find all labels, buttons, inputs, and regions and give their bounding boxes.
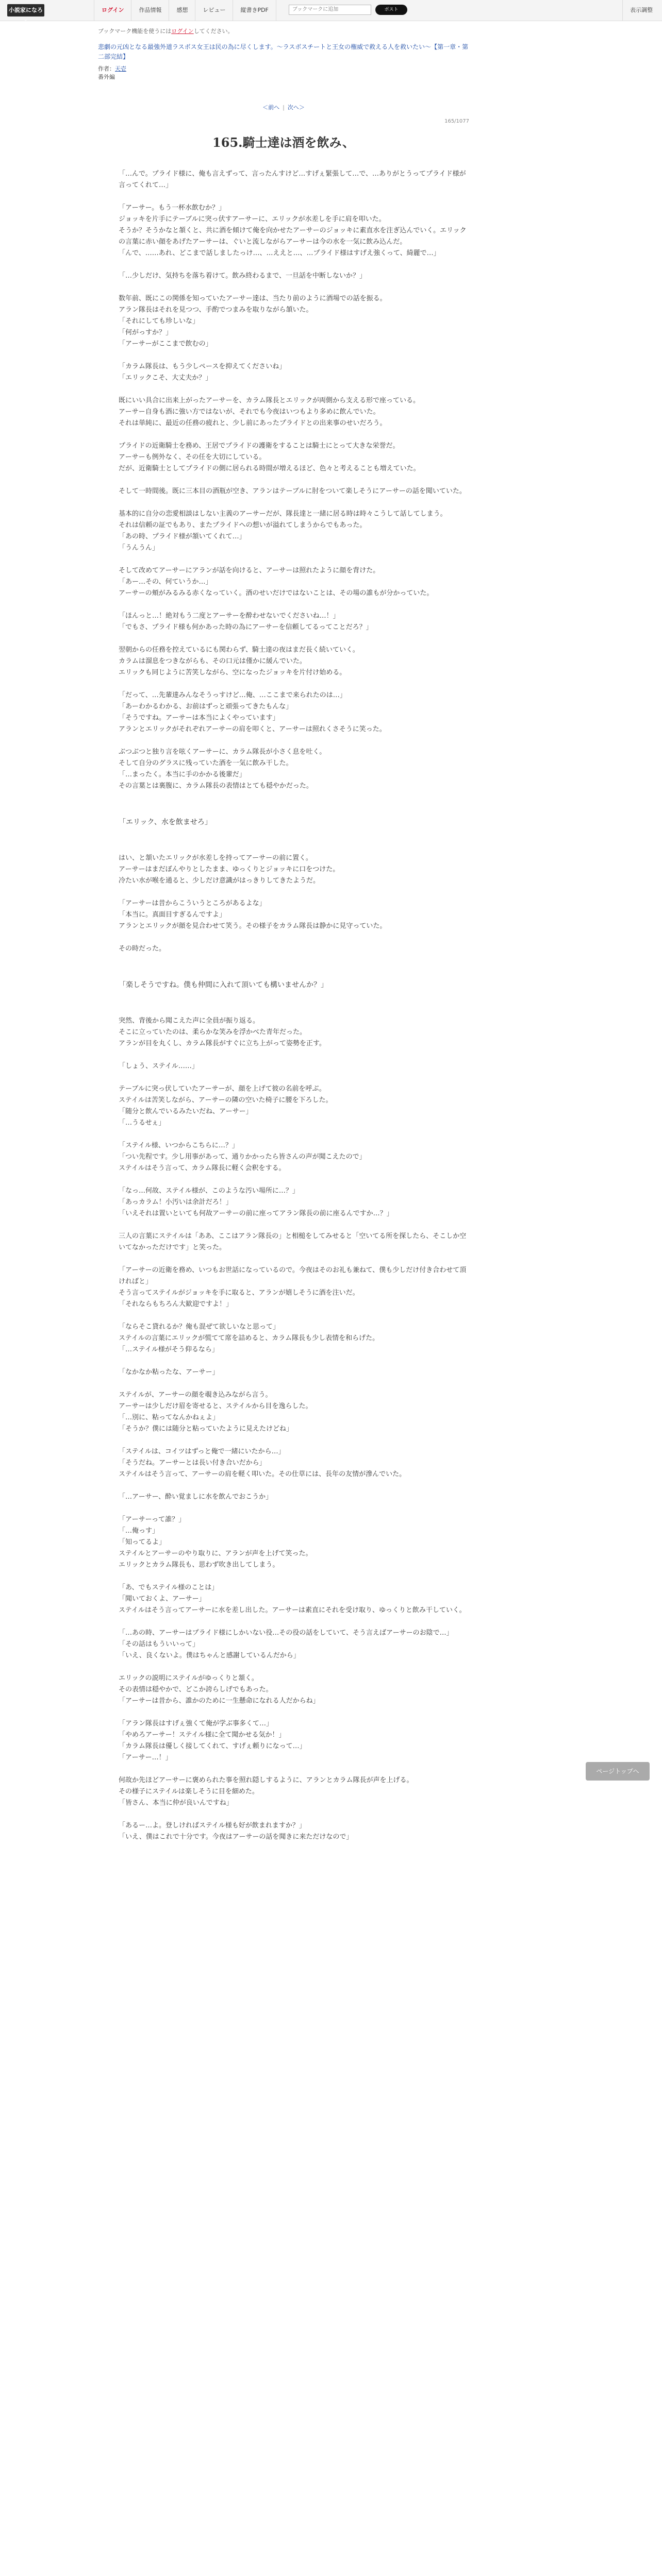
body-paragraph: 「あるー…よ。登しけれぱステイル様も好が飲まれますか？」 「いえ、僕はこれで十分です。今夜はアーサーの話を聞きに来ただけなので」 [119, 1822, 353, 1841]
body-paragraph: エリックの説明にステイルがゆっくりと頷く。 その表情は穏やかで、どこか誇らしげでもあった。 「アーサーは昔から、誰かのために一生懸命になれる人だからね」 [119, 1674, 320, 1705]
body-paragraph: 「なっ…何故、ステイル様が、このような汚い場所に…？」 「あっカラム！小汚いは余計だろ！」 「いえそれは置いといても何故アーサーの前に座ってアラン隊長の前に座るんですか…？」 [119, 1187, 393, 1217]
body-paragraph: ステイルが、アーサーの顔を覗き込みながら言う。 アーサーは少しだけ眉を寄せると、ステイルから目を逸らした。 「…別に、粘ってなんかねぇよ」 「そうか？僕には随分と粘っていたように見えたけどね」 [119, 1391, 312, 1433]
body-paragraph: 「だって、…先輩達みんなそうっすけど…俺、…ここまで来られたのは…」 「あーわかるわかる、お前はずっと頑張ってきたもんな」 「そうですね。アーサーは本当によくやっています」 アランとエリックがそれぞれアーサーの肩を叩くと、アーサーは照れくさそうに笑った。 [119, 691, 386, 733]
site-logo[interactable]: 小説家になろう [7, 4, 44, 16]
novel-content [98, 27, 469, 1854]
nav-work-info[interactable]: 作品情報 [131, 0, 169, 21]
page-top-button[interactable]: ページトップへ [586, 1762, 650, 1781]
display-settings-link[interactable]: 表示調整 [622, 0, 653, 21]
body-paragraph: そして一時間後。既に三本目の酒瓶が空き、アランはテーブルに肘をついて楽しそうにアーサーの話を聞いていた。 [119, 487, 466, 495]
x-post-button[interactable]: ポスト [375, 5, 407, 15]
prev-episode-link[interactable]: ＜前へ [262, 104, 280, 111]
body-paragraph: 「…アーサー、酔い覚ましに水を飲んでおこうか」 [119, 1493, 273, 1501]
body-paragraph: 「アーサー。もう一杯水飲むか？」 ジョッキを片手にテーブルに突っ伏すアーサーに、エリックが水差しを手に肩を叩いた。 そうか？そうかなと頷くと、共に酒を傾けて俺を向かせたアーサーのジョッキに素直水を注ぎ込んでいく。エリックの言葉に赤い顔をあげたアーサーは、ぐいと流しながらアーサーは今の水を一気に飲み込んだ。 「んで、……あれ、どこまで話しましたっけ…、…ええと…、…プライド様はすげえ強くって、綺麗で…」 [119, 204, 467, 257]
notice-prefix: ブックマーク機能を使うには [98, 28, 172, 35]
body-paragraph: 突然、背後から聞こえた声に全員が振り返る。 そこに立っていたのは、柔らかな笑みを浮かべた青年だった。 アランが目を丸くし、カラム隊長がすぐに立ち上がって姿勢を正す。 [119, 1017, 326, 1047]
body-paragraph: ぶつぶつと独り言を呟くアーサーに、カラム隊長が小さく息を吐く。 そして自分のグラスに残っていた酒を一気に飲み干した。 「…まったく。本当に手のかかる後輩だ」 その言葉とは裏腹に、カラム隊長の表情はとても穏やかだった。 [119, 748, 326, 790]
body-paragraph: 「ステイル様、いつからこちらに…？」 「つい先程です。少し用事があって、通りかかったら皆さんの声が聞こえたので」 ステイルはそう言って、カラム隊長に軽く会釈をする。 [119, 1142, 366, 1172]
body-paragraph: 数年前、既にこの関係を知っていたアーサー達は、当たり前のように酒場での話を振る。 アラン隊長はそれを見つつ、手酌でつまみを取りながら頷いた。 「それにしても珍しいな」 「何がっすか？」 「アーサーがここまで飲むの」 [119, 295, 387, 348]
body-paragraph: 「アーサーは昔からこういうところがあるよな」 「本当に。真面目すぎるんですよ」 アランとエリックが顔を見合わせて笑う。その様子をカラム隊長は静かに見守っていた。 [119, 900, 387, 930]
nav-review[interactable]: レビュー [195, 0, 233, 21]
body-paragraph: 「アーサーの近衛を務め、いつもお世話になっているので。今夜はそのお礼も兼ねて、僕も少しだけ付き合わせて頂ければと」 そう言ってステイルがジョッキを手に取ると、アランが嬉しそうに酒を注いだ。 「それならもちろん大歓迎ですよ！」 [119, 1266, 467, 1308]
scene-break-line: 「エリック、水を飲ませろ」 [119, 818, 212, 826]
body-paragraph: 三人の言葉にステイルは「ああ、ここはアラン隊長の」と相槌をしてみせると「空いてる所を探したら、そこしか空いてなかっただけです」と笑った。 [119, 1232, 467, 1251]
body-paragraph: 「アラン隊長はすげぇ強くて俺が学ぶ事多くて…」 「やめろアーサー！ステイル様に全て聞かせる気か！」 「カラム隊長は優しく接してくれて、すげぇ頼りになって…」 「アーサー…！」 [119, 1720, 306, 1761]
body-paragraph: プライドの近衛騎士を務め、王居でプライドの護衛をすることは騎士にとって大きな栄誉だ。 アーサーも例外なく、その任を大切にしている。 だが、近衛騎士としてプライドの側に居られる時間が増えるほど、色々と考えることも増えていた。 [119, 442, 420, 472]
series-title-link[interactable]: 悲劇の元凶となる最強外道ラスボス女王は民の為に尽くします。〜ラスボスチートと王女の権威で救える人を救いたい〜【第一章・第二部完結】 [98, 43, 469, 60]
body-paragraph: 何故か先ほどアーサーに褒められた事を照れ隠しするように、アランとカラム隊長が声を上げる。 その様子にステイルは楽しそうに目を細めた。 「皆さん、本当に仲が良いんですね」 [119, 1776, 413, 1807]
body-paragraph: 「ほんっと…！絶対もう二度とアーサーを酔わせないでくださいね…！」 「でもさ、プライド様も何かあった時の為にアーサーを信頼してるってことだろ？」 [119, 612, 373, 631]
bookmark-add-button[interactable]: ブックマークに追加 [289, 5, 371, 15]
nav-impressions[interactable]: 感想 [169, 0, 195, 21]
body-paragraph: 翌朝からの任務を控えているにも関わらず、騎士達の夜はまだ長く続いていく。 カラムは溜息をつきながらも、その口元は僅かに緩んでいた。 エリックも同じように苦笑しながら、空になったジョッキを片付け始める。 [119, 646, 359, 676]
episode-number: 165/1077 [444, 118, 469, 124]
author-label: 作者： [98, 65, 115, 72]
body-paragraph: 「…んで。プライド様に、俺も言えずって、言ったんすけど…すげぇ緊張して…で、…ありがとうってプライド様が言ってくれて…」 [119, 170, 466, 189]
body-paragraph: 「カラム隊長は、もう少しペースを抑えてくださいね」 「エリックこそ、大丈夫か？」 [119, 363, 286, 382]
notice-login-link[interactable]: ログイン [171, 28, 194, 35]
notice-suffix: してください。 [193, 28, 234, 35]
header-nav [94, 0, 276, 21]
author-line [98, 65, 469, 81]
author-extra: 番外編 [98, 74, 115, 80]
body-paragraph: 「なかなか粘ったな、アーサー」 [119, 1368, 219, 1376]
body-paragraph: 「あ、でもステイル様のことは」 「聞いておくよ、アーサー」 ステイルはそう言ってアーサーに水を差し出した。アーサーは素直にそれを受け取り、ゆっくりと飲み干していく。 [119, 1584, 466, 1614]
body-paragraph: テーブルに突っ伏していたアーサーが、顔を上げて彼の名前を呼ぶ。 ステイルは苦笑しながら、アーサーの隣の空いた椅子に腰を下ろした。 「随分と飲んでいるみたいだね、アーサー」 「…うるせぇ」 [119, 1085, 333, 1127]
scene-break-line: 「楽しそうですね。僕も仲間に入れて頂いても構いませんか？」 [119, 981, 328, 989]
top-header [0, 0, 662, 26]
body-paragraph: 既にいい具合に出来上がったアーサーを、カラム隊長とエリックが両側から支える形で座っている。 アーサー自身も酒に強い方ではないが、それでも今夜はいつもより多めに飲んでいた。 それは単純に、最近の任務の疲れと、少し前にあったプライドとの出来事のせいだろう。 [119, 397, 420, 427]
body-paragraph: 基本的に自分の恋愛相談はしない主義のアーサーだが、隊長達と一緒に居る時は時々こうして話してしまう。 それは信頼の証でもあり、またプライドへの想いが溢れてしまうからでもあった。 「あの時、プライド様が頷いてくれて…」 「うんうん」 [119, 510, 447, 552]
next-episode-link[interactable]: 次へ＞ [287, 104, 305, 111]
episode-nav [98, 103, 469, 111]
author-name-link[interactable]: 天壱 [115, 65, 126, 72]
nav-vertical-pdf[interactable]: 縦書きPDF [233, 0, 276, 21]
chapter-body [98, 168, 469, 1843]
episode-nav-separator: | [283, 104, 285, 111]
chapter-title: 165.騎士達は酒を飲み、 [212, 135, 355, 150]
body-paragraph: 「…少しだけ、気持ちを落ち着けて。飲み終わるまで、一旦話を中断しないか？」 [119, 272, 366, 280]
body-paragraph: 「しょう、ステイル……」 [119, 1062, 198, 1070]
bookmark-notice [98, 27, 469, 36]
nav-login[interactable]: ログイン [94, 0, 131, 21]
body-paragraph: 「ステイルは、コイツはずっと俺で一緒にいたから…」 「そうだね。アーサーとは長い付き合いだから」 ステイルはそう言って、アーサーの肩を軽く叩いた。その仕草には、長年の友情が滲んでいた。 [119, 1448, 406, 1478]
body-paragraph: その時だった。 [119, 945, 166, 953]
body-paragraph: はい、と頷いたエリックが水差しを持ってアーサーの前に置く。 アーサーはまだぼんやりとしたまま、ゆっくりとジョッキに口をつけた。 冷たい水が喉を通ると、少しだけ意識がはっきりしてきたようだ。 [119, 854, 340, 885]
body-paragraph: そして改めてアーサーにアランが話を向けると、アーサーは照れたように顔を背けた。 「あー…その、何ていうか…」 アーサーの頬がみるみる赤くなっていく。酒のせいだけではないことは、その場の誰もが分かっていた。 [119, 567, 434, 597]
body-paragraph: 「ならそこ貸れるか？俺も混ぜて欲しいなと思って」 ステイルの言葉にエリックが慌てて席を詰めると、カラム隊長も少し表情を和らげた。 「…ステイル様がそう仰るなら」 [119, 1323, 379, 1353]
body-paragraph: 「アーサーって誰？」 「…俺っす」 「知ってるよ」 ステイルとアーサーのやり取りに、アランが声を上げて笑った。 エリックとカラム隊長も、思わず吹き出してしまう。 [119, 1516, 312, 1569]
body-paragraph: 「…あの時、アーサーはプライド様にしかいない役…その役の話をしていて、そう言えばアーサーのお陰で…」 「その話はもういいって」 「いえ、良くないよ。僕はちゃんと感謝しているんだから」 [119, 1629, 453, 1659]
